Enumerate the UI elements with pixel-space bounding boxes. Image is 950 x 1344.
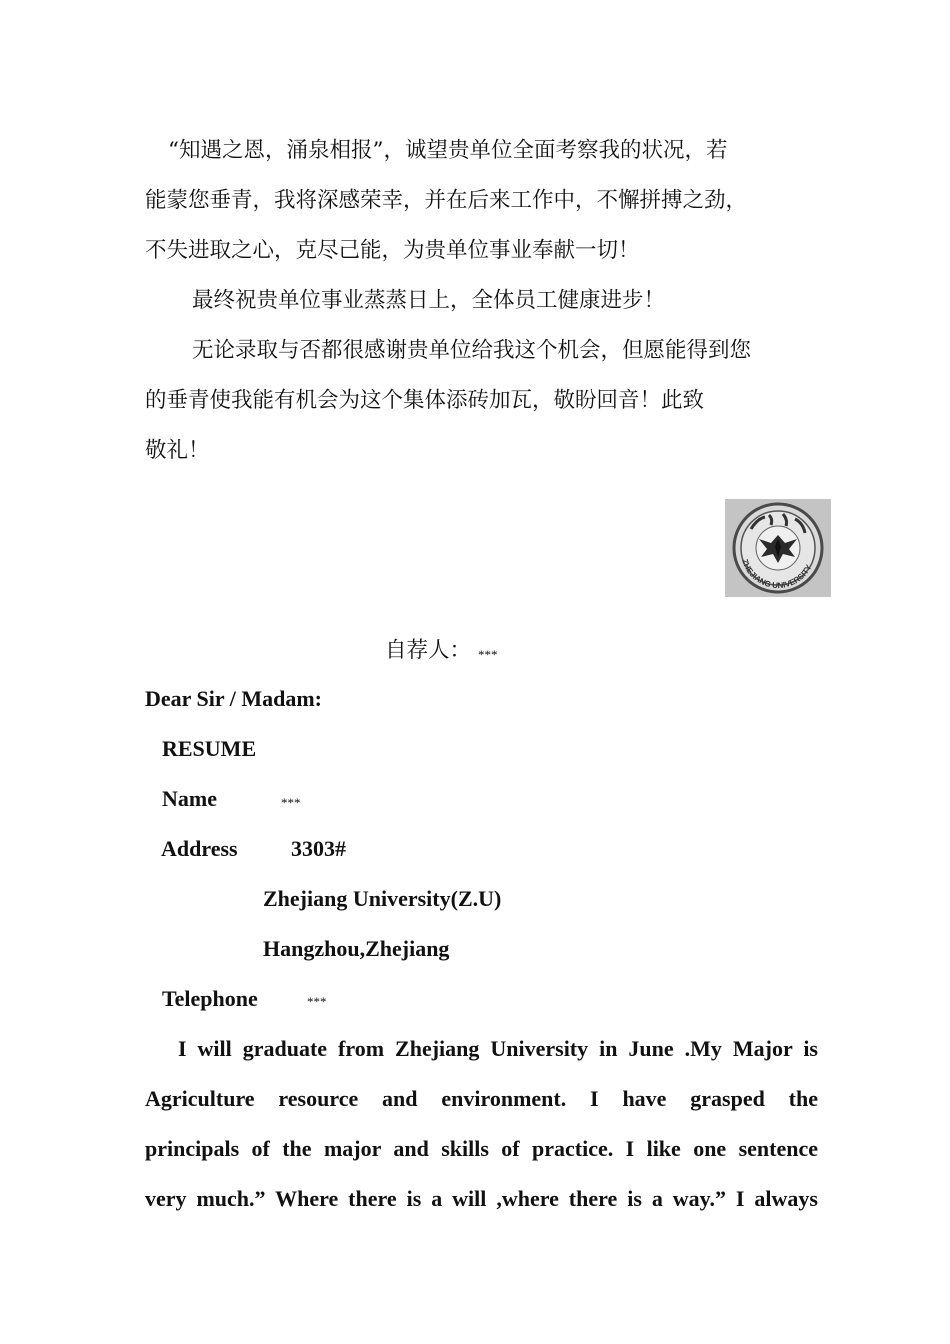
- body-line-1: I will graduate from Zhejiang University in June .My Major is: [178, 1036, 818, 1061]
- body-line-3-text: principals of the major and skills of practice. I like one sentence: [145, 1136, 818, 1161]
- letter-paragraph-1-line-2: 能蒙您垂青，我将深感荣幸，并在后来工作中，不懈拼搏之劲，: [145, 188, 748, 213]
- signature-value: ***: [478, 647, 498, 662]
- letter-closing: 敬礼！: [145, 438, 210, 463]
- name-value: ***: [281, 795, 301, 810]
- body-line-3: [145, 1138, 818, 1160]
- telephone-label: Telephone: [162, 986, 258, 1011]
- body-line-2: [145, 1088, 818, 1110]
- letter-paragraph-2: 最终祝贵单位事业蒸蒸日上，全体员工健康进步！: [192, 288, 666, 313]
- letter-paragraph-1-line-3: 不失进取之心，克尽己能，为贵单位事业奉献一切！: [145, 238, 640, 263]
- letter-paragraph-3-line-2: 的垂青使我能有机会为这个集体添砖加瓦，敬盼回音！此致: [145, 388, 705, 413]
- university-seal-icon: [725, 499, 831, 597]
- address-line-3: Hangzhou,Zhejiang: [263, 936, 450, 961]
- salutation: Dear Sir / Madam:: [145, 686, 322, 711]
- letter-paragraph-3-line-1: 无论录取与否都很感谢贵单位给我这个机会，但愿能得到您: [192, 338, 752, 363]
- body-line-4: [145, 1188, 818, 1210]
- seal-text: ZHEJIANG UNIVERSITY: [740, 558, 814, 591]
- signature-label: 自荐人：: [385, 638, 472, 663]
- telephone-value: ***: [307, 994, 327, 1009]
- address-label: Address: [161, 836, 238, 861]
- letter-paragraph-1-line-1: “知遇之恩，涌泉相报”，诚望贵单位全面考察我的状况，若: [168, 138, 728, 163]
- address-line-2: Zhejiang University(Z.U): [263, 886, 502, 911]
- address-line-1: 3303#: [291, 836, 346, 861]
- body-line-2-text: Agriculture resource and environment. I have grasped the: [145, 1086, 818, 1111]
- name-label: Name: [162, 786, 217, 811]
- body-line-4-text: very much.” Where there is a will ,where there is a way.” I always: [145, 1186, 818, 1211]
- resume-heading: RESUME: [162, 736, 257, 761]
